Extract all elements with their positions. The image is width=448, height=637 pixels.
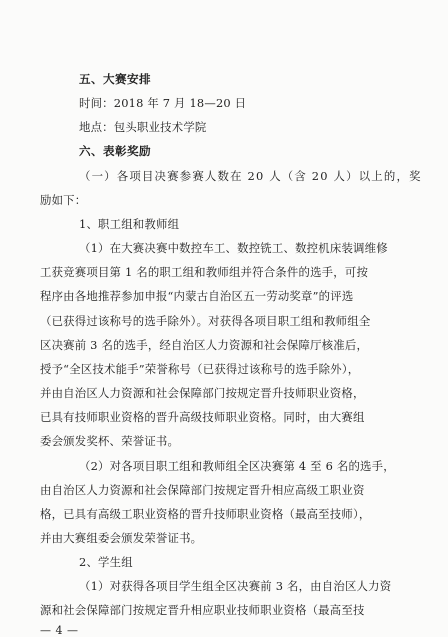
paragraph-line: 并由自治区人力资源和社会保障部门按规定晋升技师职业资格， <box>40 386 365 400</box>
paragraph-line: 程序由各地推荐参加申报“内蒙古自治区五一劳动奖章”的评选 <box>40 289 354 303</box>
paragraph-line: （已获得过该称号的选手除外）。对获得各项目职工组和教师组全 <box>40 314 371 328</box>
paragraph-line: 励如下： <box>40 193 87 207</box>
paragraph-line: （一）各项目决赛参赛人数在 20 人（含 20 人）以上的，奖 <box>79 169 422 183</box>
paragraph-line: （2）对各项目职工组和教师组全区决赛第 4 至 6 名的选手， <box>79 459 395 473</box>
paragraph-line: 委会颁发奖杯、荣誉证书。 <box>40 434 180 448</box>
subheading-students: 2、学生组 <box>79 555 133 569</box>
event-time: 时间：2018 年 7 月 18—20 日 <box>79 96 247 110</box>
paragraph-line: 授予“全区技术能手”荣誉称号（已获得过该称号的选手除外）， <box>40 362 360 376</box>
paragraph-line: 并由大赛组委会颁发荣誉证书。 <box>40 531 203 545</box>
paragraph-line: 已具有技师职业资格的晋升高级技师职业资格。同时，由大赛组 <box>40 410 365 424</box>
paragraph-line: （1）在大赛决赛中数控车工、数控铣工、数控机床装调维修 <box>79 241 388 255</box>
paragraph-line: 由自治区人力资源和社会保障部门按规定晋升相应高级工职业资 <box>40 483 365 497</box>
paragraph-line: （1）对获得各项目学生组全区决赛前 3 名，由自治区人力资 <box>79 579 392 593</box>
paragraph-line: 区决赛前 3 名的选手，经自治区人力资源和社会保障厅核准后， <box>40 338 369 352</box>
event-location: 地点：包头职业技术学院 <box>79 120 207 134</box>
paragraph-line: 源和社会保障部门按规定晋升相应职业技师职业资格（最高至技 <box>40 603 365 617</box>
paragraph-line: 工获竞赛项目第 1 名的职工组和教师组并符合条件的选手，可按 <box>40 265 369 279</box>
subheading-workers-teachers: 1、职工组和教师组 <box>79 217 180 231</box>
paragraph-line: 格，已具有高级工职业资格的晋升技师职业资格（最高至技师）， <box>40 507 371 521</box>
section-heading-5: 五、大赛安排 <box>79 72 151 86</box>
page-number: — 4 — <box>40 624 79 637</box>
section-heading-6: 六、表彰奖励 <box>79 144 151 158</box>
